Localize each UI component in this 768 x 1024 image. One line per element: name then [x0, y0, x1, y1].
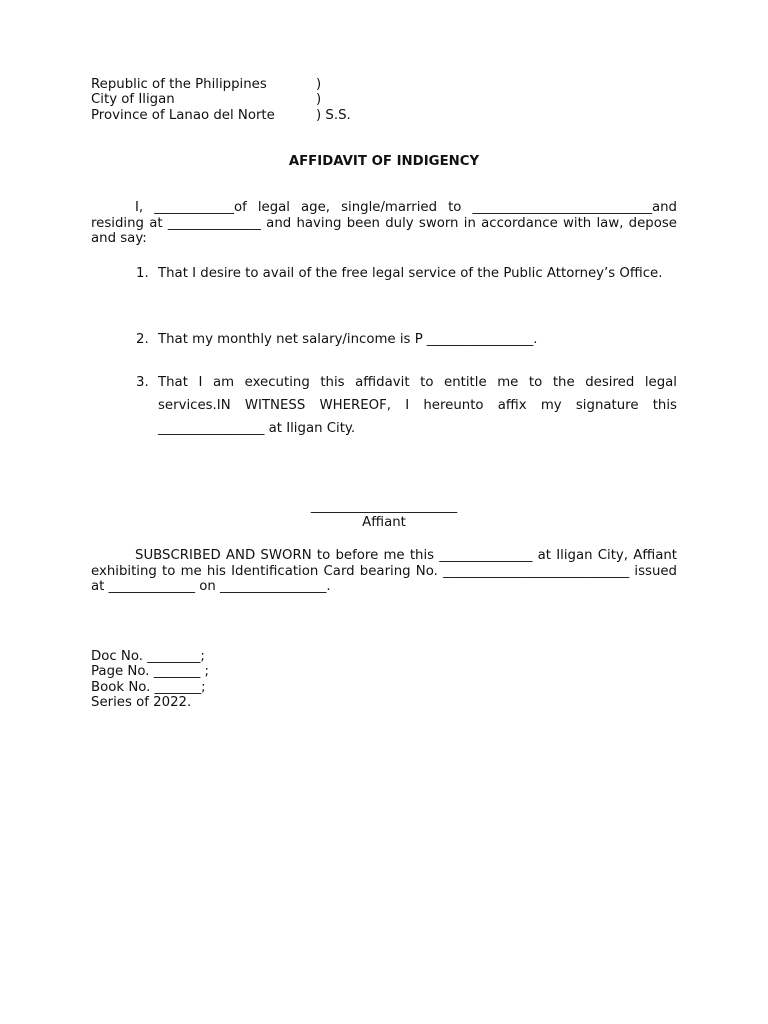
venue-paren-ss: ) S.S. [316, 107, 351, 123]
venue-row-city [91, 92, 322, 108]
signature-line: ______________________ [310, 499, 458, 514]
book-number: Book No. _______; [91, 679, 206, 695]
notarial-register-block [91, 649, 209, 711]
list-item-1-number: 1. [136, 266, 149, 281]
series-year: Series of 2022. [91, 695, 192, 711]
jurat-text: SUBSCRIBED AND SWORN to before me this ______________ at Iligan City, Affiant exhibiting to me his Identification Card bearing No. ____________________________ issued at _____________ on ________________. [91, 548, 677, 594]
document-title: AFFIDAVIT OF INDIGENCY [288, 154, 480, 169]
venue-paren-2: ) [316, 92, 322, 108]
intro-text: I, ____________of legal age, single/married to ___________________________and residing at ______________ and having been duly sworn in accordance with law, depose and say: [91, 200, 677, 246]
venue-city: City of Iligan [91, 92, 175, 108]
list-item-3-text: That I am executing this affidavit to entitle me to the desired legal services.IN WITNESS WHEREOF, I hereunto affix my signature this ________________ at Iligan City. [158, 375, 677, 437]
list-item-3-number: 3. [136, 375, 149, 390]
venue-row-republic [91, 77, 322, 92]
venue-block [91, 77, 351, 123]
list-item-1-text: That I desire to avail of the free legal service of the Public Attorney’s Office. [158, 266, 663, 281]
list-item-2-text: That my monthly net salary/income is P ________________. [158, 332, 538, 347]
venue-row-province [91, 107, 351, 123]
signature-block [91, 499, 677, 530]
list-item-3 [136, 371, 677, 441]
list-item-2-number: 2. [136, 332, 149, 347]
doc-number: Doc No. ________; [91, 649, 205, 664]
venue-province: Province of Lanao del Norte [91, 107, 275, 123]
list-item-2 [136, 328, 677, 351]
intro-paragraph [91, 200, 677, 247]
list-item-1 [136, 262, 677, 285]
venue-republic: Republic of the Philippines [91, 77, 267, 92]
jurat-paragraph [91, 548, 677, 595]
affiant-label: Affiant [362, 514, 406, 530]
venue-paren-1: ) [316, 77, 322, 92]
page-number: Page No. _______ ; [91, 664, 209, 680]
